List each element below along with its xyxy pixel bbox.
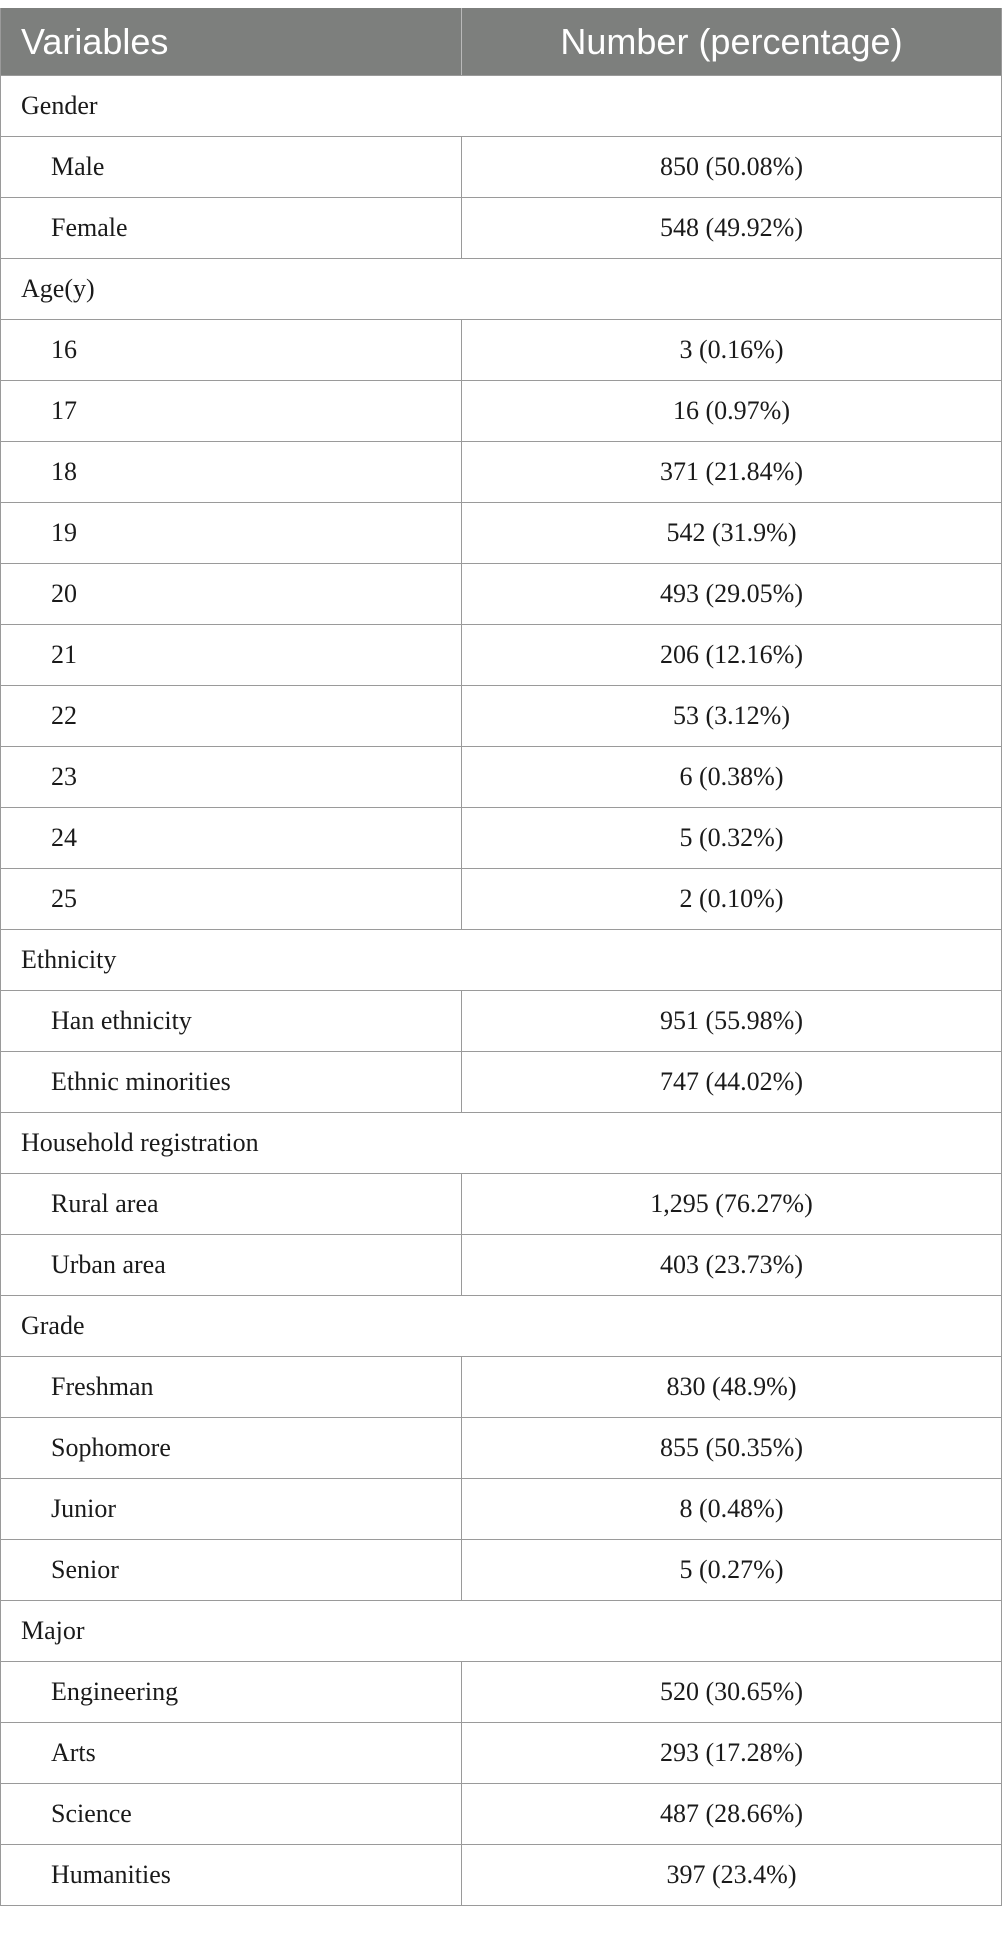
row-value: 548 (49.92%)	[462, 198, 1002, 259]
table-row	[1, 137, 1002, 198]
table-row	[1, 1174, 1002, 1235]
row-label: Junior	[1, 1479, 462, 1540]
table-row	[1, 625, 1002, 686]
table-row	[1, 991, 1002, 1052]
table-row	[1, 1845, 1002, 1906]
table-row	[1, 503, 1002, 564]
category-row	[1, 1601, 1002, 1662]
row-value: 53 (3.12%)	[462, 686, 1002, 747]
category-label: Major	[1, 1601, 1002, 1662]
row-label: Ethnic minorities	[1, 1052, 462, 1113]
category-label: Grade	[1, 1296, 1002, 1357]
category-row	[1, 76, 1002, 137]
category-row	[1, 259, 1002, 320]
table-header	[1, 8, 1002, 76]
row-label: Urban area	[1, 1235, 462, 1296]
row-label: 23	[1, 747, 462, 808]
table-body	[1, 76, 1002, 1906]
row-value: 5 (0.32%)	[462, 808, 1002, 869]
table-row	[1, 686, 1002, 747]
table-row	[1, 1052, 1002, 1113]
table-row	[1, 1723, 1002, 1784]
table-row	[1, 869, 1002, 930]
row-value: 206 (12.16%)	[462, 625, 1002, 686]
row-label: 20	[1, 564, 462, 625]
row-label: 24	[1, 808, 462, 869]
row-label: 18	[1, 442, 462, 503]
row-value: 1,295 (76.27%)	[462, 1174, 1002, 1235]
table-row	[1, 564, 1002, 625]
category-label: Age(y)	[1, 259, 1002, 320]
demographics-table	[0, 8, 1002, 1906]
row-value: 2 (0.10%)	[462, 869, 1002, 930]
category-row	[1, 930, 1002, 991]
row-value: 5 (0.27%)	[462, 1540, 1002, 1601]
table-row	[1, 1662, 1002, 1723]
table-row	[1, 381, 1002, 442]
header-row	[1, 8, 1002, 76]
row-label: 16	[1, 320, 462, 381]
row-label: Science	[1, 1784, 462, 1845]
row-label: 19	[1, 503, 462, 564]
row-value: 397 (23.4%)	[462, 1845, 1002, 1906]
category-row	[1, 1113, 1002, 1174]
row-label: 17	[1, 381, 462, 442]
category-label: Gender	[1, 76, 1002, 137]
row-value: 542 (31.9%)	[462, 503, 1002, 564]
table-row	[1, 747, 1002, 808]
table-row	[1, 1418, 1002, 1479]
table-row	[1, 1235, 1002, 1296]
row-label: Han ethnicity	[1, 991, 462, 1052]
table-row	[1, 808, 1002, 869]
row-label: Sophomore	[1, 1418, 462, 1479]
row-label: Rural area	[1, 1174, 462, 1235]
row-value: 403 (23.73%)	[462, 1235, 1002, 1296]
row-value: 6 (0.38%)	[462, 747, 1002, 808]
row-value: 850 (50.08%)	[462, 137, 1002, 198]
row-label: 25	[1, 869, 462, 930]
category-label: Household registration	[1, 1113, 1002, 1174]
row-label: Humanities	[1, 1845, 462, 1906]
row-label: Senior	[1, 1540, 462, 1601]
row-value: 371 (21.84%)	[462, 442, 1002, 503]
row-value: 520 (30.65%)	[462, 1662, 1002, 1723]
row-value: 487 (28.66%)	[462, 1784, 1002, 1845]
category-row	[1, 1296, 1002, 1357]
demographics-table-container	[0, 8, 1001, 1906]
category-label: Ethnicity	[1, 930, 1002, 991]
row-value: 3 (0.16%)	[462, 320, 1002, 381]
row-value: 830 (48.9%)	[462, 1357, 1002, 1418]
table-row	[1, 1479, 1002, 1540]
table-row	[1, 1784, 1002, 1845]
row-value: 951 (55.98%)	[462, 991, 1002, 1052]
row-label: Male	[1, 137, 462, 198]
row-label: Arts	[1, 1723, 462, 1784]
table-row	[1, 1357, 1002, 1418]
row-value: 855 (50.35%)	[462, 1418, 1002, 1479]
row-value: 8 (0.48%)	[462, 1479, 1002, 1540]
table-row	[1, 1540, 1002, 1601]
header-number-percentage: Number (percentage)	[462, 8, 1002, 76]
table-row	[1, 320, 1002, 381]
row-value: 493 (29.05%)	[462, 564, 1002, 625]
row-value: 16 (0.97%)	[462, 381, 1002, 442]
row-value: 293 (17.28%)	[462, 1723, 1002, 1784]
row-label: 21	[1, 625, 462, 686]
row-label: Female	[1, 198, 462, 259]
table-row	[1, 442, 1002, 503]
header-variables: Variables	[1, 8, 462, 76]
row-label: Engineering	[1, 1662, 462, 1723]
row-value: 747 (44.02%)	[462, 1052, 1002, 1113]
row-label: Freshman	[1, 1357, 462, 1418]
row-label: 22	[1, 686, 462, 747]
table-row	[1, 198, 1002, 259]
